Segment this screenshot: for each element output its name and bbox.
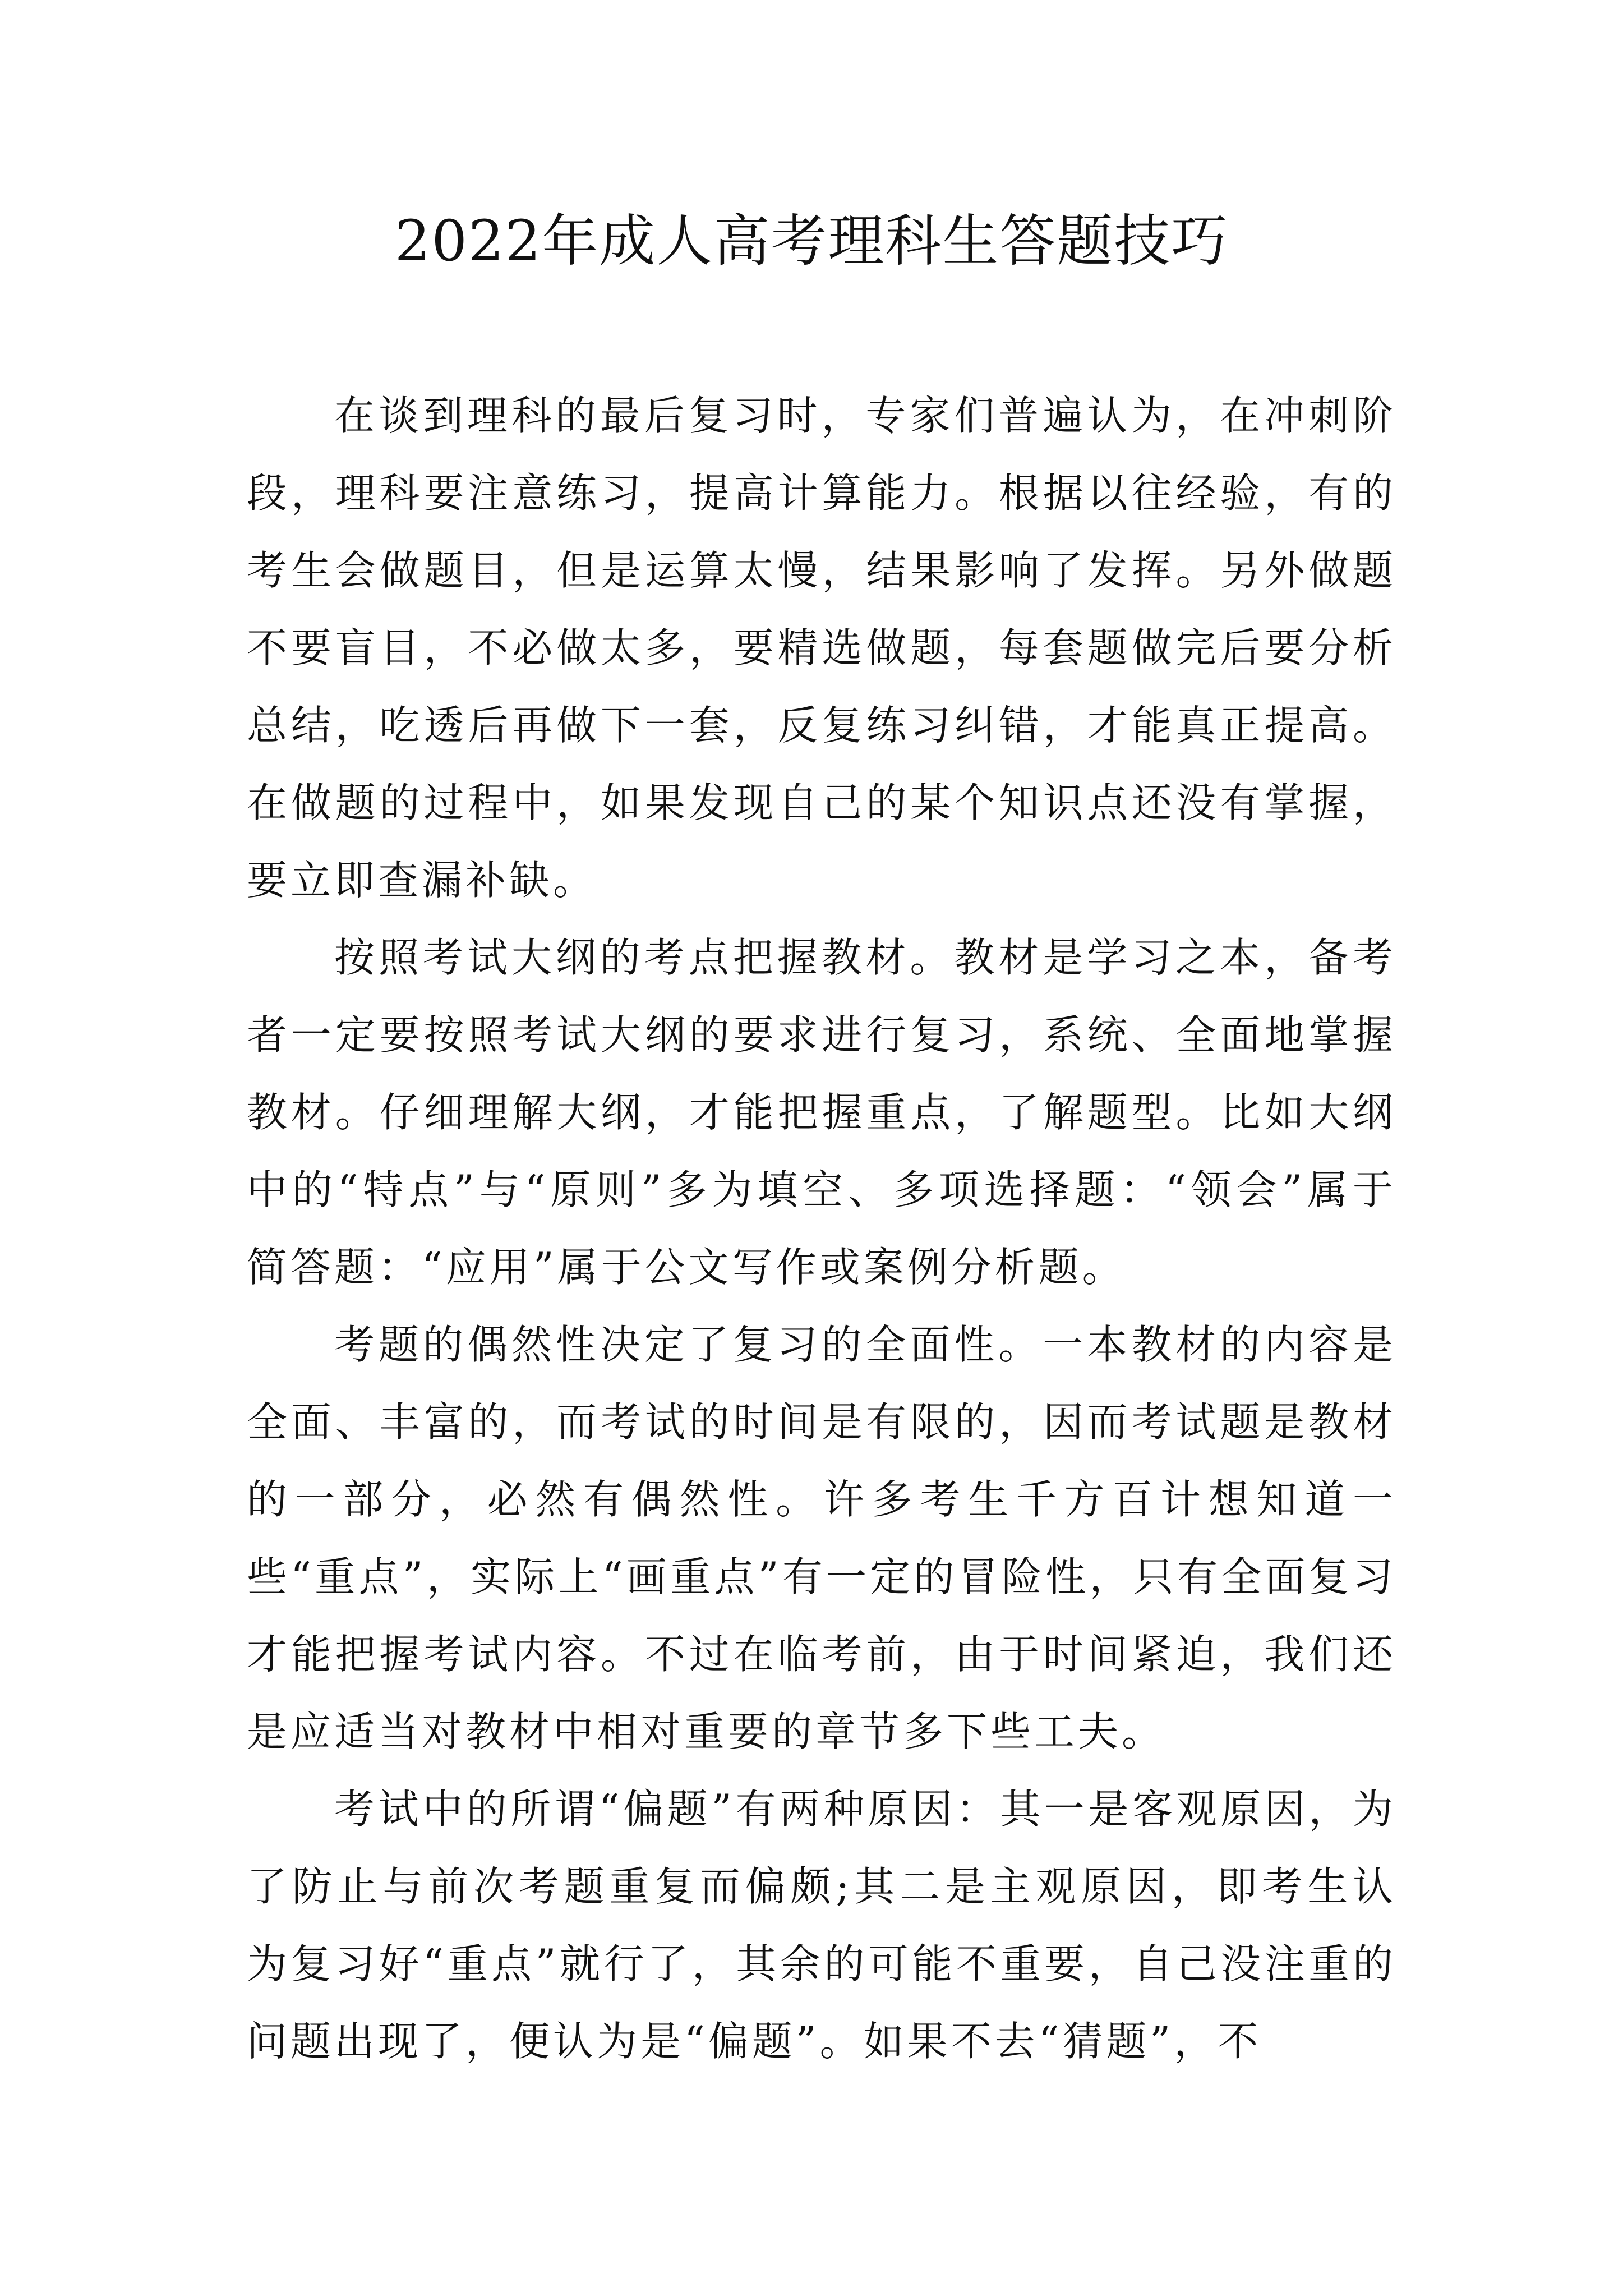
paragraph-4: 考试中的所谓“偏题”有两种原因：其一是客观原因，为了防止与前次考题重复而偏颇;其二是主观原因，即考生认为复习好“重点”就行了，其余的可能不重要，自己没注重的问题出现了，便认为是“偏题”。如果不去“猜题”，不 bbox=[247, 1786, 1396, 2065]
document-body bbox=[247, 377, 1396, 2080]
paragraph-3: 考题的偶然性决定了复习的全面性。一本教材的内容是全面、丰富的，而考试的时间是有限的，因而考试题是教材的一部分，必然有偶然性。许多考生千方百计想知道一些“重点”，实际上“画重点”有一定的冒险性，只有全面复习才能把握考试内容。不过在临考前，由于时间紧迫，我们还是应适当对教材中相对重要的章节多下些工夫。 bbox=[247, 1321, 1396, 1755]
paragraph-2: 按照考试大纲的考点把握教材。教材是学习之本，备考者一定要按照考试大纲的要求进行复习，系统、全面地掌握教材。仔细理解大纲，才能把握重点，了解题型。比如大纲中的“特点”与“原则”多为填空、多项选择题：“领会”属于简答题：“应用”属于公文写作或案例分析题。 bbox=[247, 934, 1396, 1291]
document-title: 2022年成人高考理科生答题技巧 bbox=[394, 208, 1229, 274]
paragraph-1: 在谈到理科的最后复习时，专家们普遍认为，在冲刺阶段，理科要注意练习，提高计算能力。根据以往经验，有的考生会做题目，但是运算太慢，结果影响了发挥。另外做题不要盲目，不必做太多，要精选做题，每套题做完后要分析总结，吃透后再做下一套，反复练习纠错，才能真正提高。在做题的过程中，如果发现自己的某个知识点还没有掌握，要立即查漏补缺。 bbox=[247, 392, 1396, 904]
